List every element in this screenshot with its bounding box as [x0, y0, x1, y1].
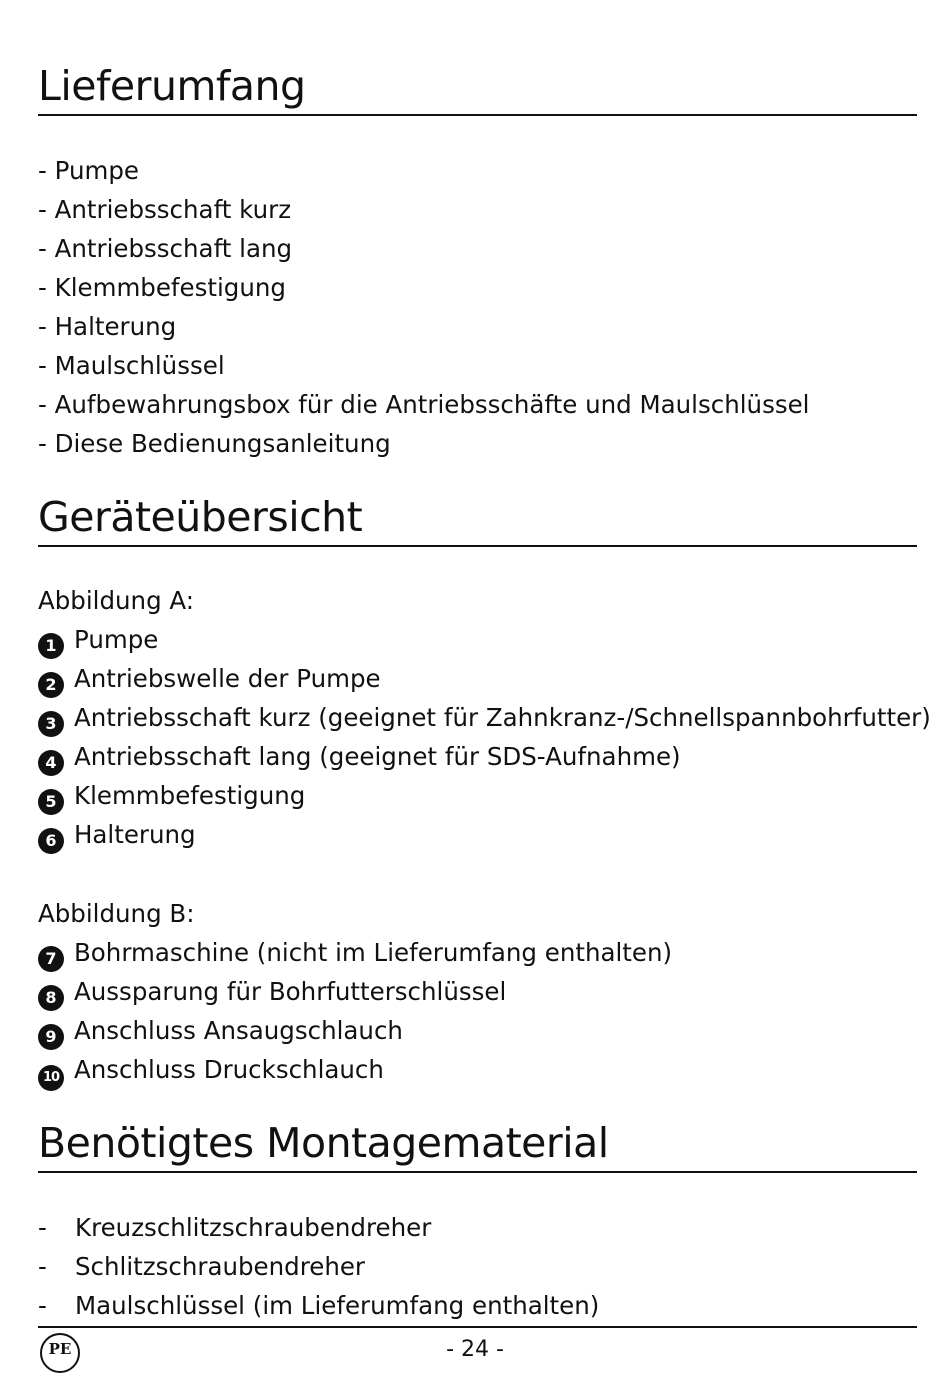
dash-marker: - — [38, 1291, 47, 1320]
list-item: - Antriebsschaft lang — [38, 234, 293, 263]
list-item: - Halterung — [38, 312, 177, 341]
figure-b-item — [38, 938, 673, 972]
list-item: - Pumpe — [38, 156, 139, 185]
figure-a-label: Abbildung A: — [38, 586, 195, 615]
heading-lieferumfang: Lieferumfang — [38, 62, 306, 110]
list-item: - Maulschlüssel — [38, 351, 225, 380]
logo-text: PE — [48, 1340, 72, 1358]
footer-rule — [38, 1326, 917, 1328]
dash-marker: - — [38, 1252, 47, 1281]
list-item: - Antriebsschaft kurz — [38, 195, 292, 224]
item-text: Antriebsschaft kurz (geeignet für Zahnkranz-/Schnellspannbohrfutter) — [74, 703, 931, 732]
heading-montagematerial: Benötigtes Montagematerial — [38, 1119, 609, 1167]
item-text: Pumpe — [74, 625, 159, 654]
list-item: Maulschlüssel (im Lieferumfang enthalten) — [75, 1291, 600, 1320]
number-badge-icon: 9 — [38, 1024, 64, 1050]
heading-rule — [38, 1171, 917, 1173]
figure-a-item — [38, 742, 681, 776]
item-text: Antriebsschaft lang (geeignet für SDS-Aufnahme) — [74, 742, 681, 771]
number-badge-icon: 10 — [38, 1065, 64, 1091]
number-badge-icon: 7 — [38, 946, 64, 972]
page-number: - 24 - — [446, 1337, 504, 1362]
figure-b-label: Abbildung B: — [38, 899, 195, 928]
figure-a-item — [38, 781, 306, 815]
item-text: Anschluss Druckschlauch — [74, 1055, 384, 1084]
list-item: Schlitzschraubendreher — [75, 1252, 365, 1281]
heading-rule — [38, 114, 917, 116]
figure-b-item — [38, 1016, 403, 1050]
dash-marker: - — [38, 1213, 47, 1242]
figure-a-item — [38, 664, 381, 698]
number-badge-icon: 1 — [38, 633, 64, 659]
number-badge-icon: 6 — [38, 828, 64, 854]
number-badge-icon: 5 — [38, 789, 64, 815]
figure-a-item — [38, 820, 196, 854]
figure-b-item — [38, 1055, 384, 1091]
list-item: Kreuzschlitzschraubendreher — [75, 1213, 432, 1242]
figure-a-item — [38, 703, 931, 737]
item-text: Bohrmaschine (nicht im Lieferumfang enthalten) — [74, 938, 673, 967]
item-text: Anschluss Ansaugschlauch — [74, 1016, 403, 1045]
item-text: Antriebswelle der Pumpe — [74, 664, 381, 693]
heading-rule — [38, 545, 917, 547]
item-text: Halterung — [74, 820, 196, 849]
number-badge-icon: 2 — [38, 672, 64, 698]
number-badge-icon: 4 — [38, 750, 64, 776]
item-text: Klemmbefestigung — [74, 781, 306, 810]
list-item: - Diese Bedienungsanleitung — [38, 429, 391, 458]
list-item: - Klemmbefestigung — [38, 273, 286, 302]
number-badge-icon: 3 — [38, 711, 64, 737]
heading-geraeteuebersicht: Geräteübersicht — [38, 493, 363, 541]
list-item: - Aufbewahrungsbox für die Antriebsschäfte und Maulschlüssel — [38, 390, 810, 419]
figure-b-item — [38, 977, 507, 1011]
number-badge-icon: 8 — [38, 985, 64, 1011]
item-text: Aussparung für Bohrfutterschlüssel — [74, 977, 507, 1006]
figure-a-item — [38, 625, 159, 659]
